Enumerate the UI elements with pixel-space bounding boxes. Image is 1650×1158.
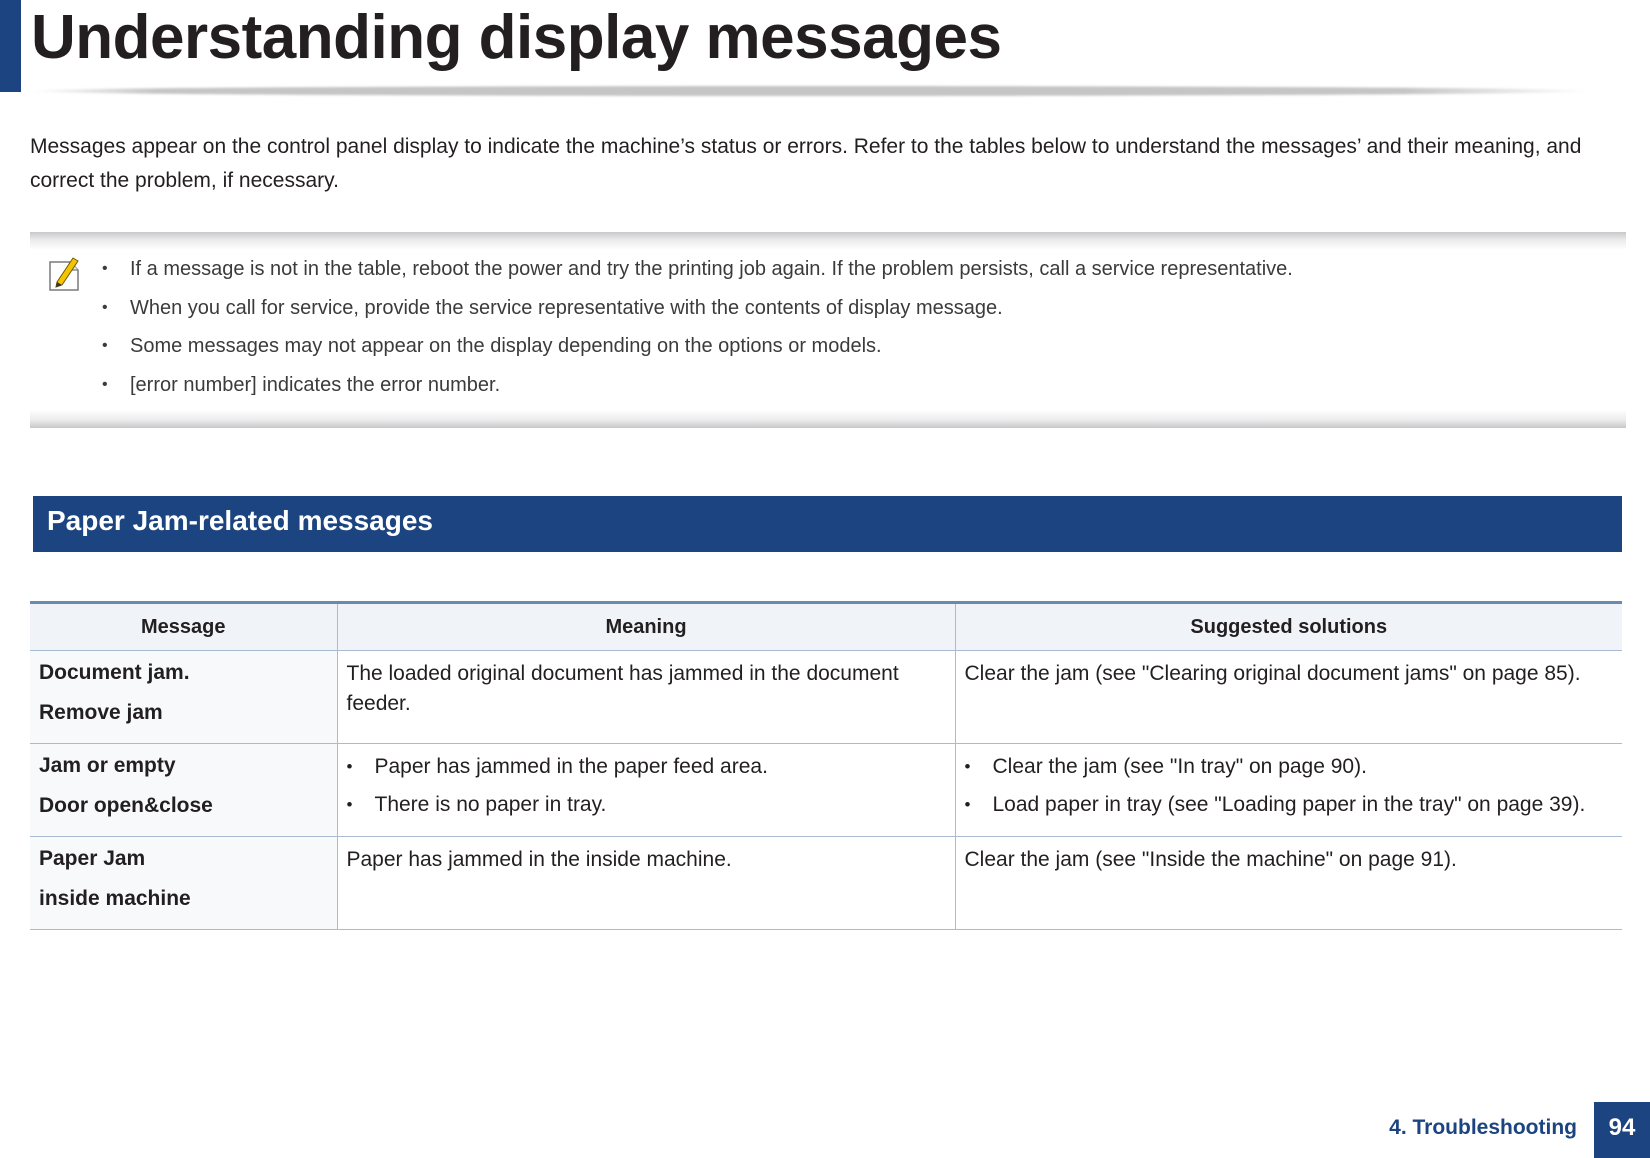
page-title: Understanding display messages bbox=[31, 3, 1002, 72]
footer-chapter-label: 4. Troubleshooting bbox=[1389, 1116, 1577, 1139]
page-number-badge bbox=[1594, 1102, 1650, 1158]
solution-text: Clear the jam (see "Inside the machine" on page 91). bbox=[964, 848, 1457, 871]
section-title: Paper Jam-related messages bbox=[47, 505, 433, 536]
meaning-text: Paper has jammed in the inside machine. bbox=[346, 848, 732, 871]
note-item: • When you call for service, provide the service representative with the contents of display message. bbox=[130, 289, 1293, 328]
meaning-cell bbox=[337, 837, 955, 930]
message-line: Remove jam bbox=[39, 701, 163, 724]
solution-bullet: • Clear the jam (see "In tray" on page 90). bbox=[965, 748, 1614, 786]
meaning-cell bbox=[337, 744, 955, 837]
table-row bbox=[30, 744, 1622, 837]
table-row bbox=[30, 837, 1622, 930]
table-row bbox=[30, 651, 1622, 744]
note-item: • [error number] indicates the error number. bbox=[130, 366, 1293, 405]
column-header-solutions: Suggested solutions bbox=[955, 603, 1622, 651]
message-cell bbox=[30, 744, 337, 837]
table-header-row bbox=[30, 603, 1622, 651]
note-box bbox=[30, 232, 1626, 428]
solution-cell bbox=[955, 651, 1622, 744]
message-line: Paper Jam bbox=[39, 847, 146, 870]
message-line: Document jam. bbox=[39, 661, 190, 684]
meaning-bullet: • Paper has jammed in the paper feed area. bbox=[347, 748, 946, 786]
section-header-bar bbox=[33, 496, 1622, 552]
message-line: Door open&close bbox=[39, 794, 213, 817]
solution-bullet: • Load paper in tray (see "Loading paper in the tray" on page 39). bbox=[965, 786, 1614, 824]
note-bottom-border bbox=[30, 410, 1626, 428]
note-item: • Some messages may not appear on the display depending on the options or models. bbox=[130, 327, 1293, 366]
message-line: inside machine bbox=[39, 887, 191, 910]
message-line: Jam or empty bbox=[39, 754, 176, 777]
note-pencil-icon bbox=[44, 254, 84, 294]
title-underline bbox=[31, 86, 1591, 96]
meaning-cell bbox=[337, 651, 955, 744]
column-header-message: Message bbox=[30, 603, 337, 651]
note-top-border bbox=[30, 232, 1626, 250]
message-cell bbox=[30, 837, 337, 930]
page-number: 94 bbox=[1608, 1114, 1636, 1141]
message-cell bbox=[30, 651, 337, 744]
column-header-meaning: Meaning bbox=[337, 603, 955, 651]
solution-text: Clear the jam (see "Clearing original document jams" on page 85). bbox=[964, 662, 1581, 685]
solution-cell bbox=[955, 837, 1622, 930]
intro-paragraph: Messages appear on the control panel display to indicate the machine’s status or errors. Refer to the tables below to understand the messages’ and their meaning, and correct the problem, if necessary. bbox=[30, 135, 1582, 192]
note-item: • If a message is not in the table, reboot the power and try the printing job again. If the problem persists, call a service representative. bbox=[130, 250, 1293, 289]
meaning-text: The loaded original document has jammed in the document feeder. bbox=[346, 662, 899, 715]
solution-cell bbox=[955, 744, 1622, 837]
note-list bbox=[130, 250, 1293, 404]
messages-table bbox=[30, 601, 1622, 930]
title-accent-bar bbox=[0, 0, 21, 92]
meaning-bullet: • There is no paper in tray. bbox=[347, 786, 946, 824]
